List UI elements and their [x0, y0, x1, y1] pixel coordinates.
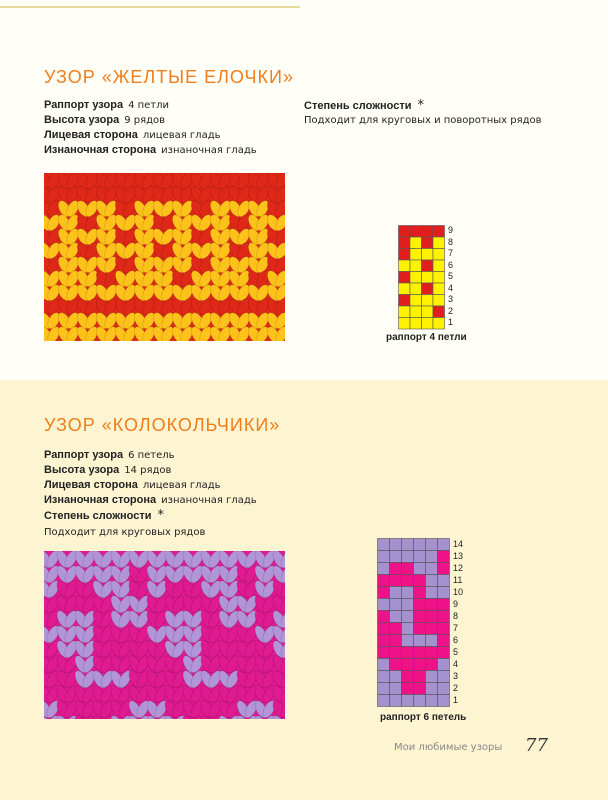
chart-cell — [438, 635, 450, 647]
chart-caption: раппорт 4 петли — [386, 332, 467, 343]
chart-cell — [378, 599, 390, 611]
row-number: 6 — [453, 634, 459, 645]
chart-cell — [414, 671, 426, 683]
chart-cell — [402, 695, 414, 707]
row-number: 14 — [453, 538, 464, 549]
chart-cell — [390, 599, 402, 611]
row-number: 7 — [453, 622, 459, 633]
row-number: 10 — [453, 586, 464, 597]
chart-cell — [390, 563, 402, 575]
chart-cell — [438, 623, 450, 635]
chart-cell — [378, 683, 390, 695]
chart-cell — [433, 295, 445, 307]
chart-cell — [390, 647, 402, 659]
chart-cell — [402, 635, 414, 647]
chart-cell — [438, 695, 450, 707]
chart-cell — [414, 635, 426, 647]
star-icon: * — [417, 98, 424, 113]
chart-cell — [399, 318, 411, 330]
chart-cell — [378, 539, 390, 551]
row-number: 3 — [448, 294, 454, 305]
chart-cell — [414, 647, 426, 659]
row-number: 5 — [453, 646, 459, 657]
row-number: 12 — [453, 562, 464, 573]
chart-cell — [402, 551, 414, 563]
chart-cell — [438, 611, 450, 623]
chart-cell — [414, 659, 426, 671]
chart-cell — [422, 306, 434, 318]
chart-cell — [402, 671, 414, 683]
row-number: 2 — [453, 682, 459, 693]
pattern-specs: Раппорт узора 4 петли Высота узора 9 рядов Лицевая сторона лицевая гладь Изнаночная сторона изнаночная гладь — [44, 99, 257, 156]
chart-cell — [438, 659, 450, 671]
chart-cell — [426, 623, 438, 635]
row-number: 13 — [453, 550, 464, 561]
chart-cell — [378, 587, 390, 599]
star-icon: * — [157, 508, 164, 523]
chart-cell — [438, 551, 450, 563]
suitable-note: Подходит для круговых рядов — [44, 527, 206, 538]
chart-cell — [402, 647, 414, 659]
chart-cell — [426, 695, 438, 707]
chart-cell — [438, 539, 450, 551]
chart-cell — [426, 635, 438, 647]
chart-cell — [390, 575, 402, 587]
chart-cell — [399, 272, 411, 284]
row-number: 9 — [453, 598, 459, 609]
row-number: 6 — [448, 259, 454, 270]
chart-cell — [426, 671, 438, 683]
pattern-specs: Раппорт узора 6 петель Высота узора 14 рядов Лицевая сторона лицевая гладь Изнаночная сторона изнаночная гладь Степень сложности * Подходит для круговых рядов — [44, 449, 257, 538]
chart-cell — [414, 623, 426, 635]
chart-cell — [422, 272, 434, 284]
chart-cell — [410, 249, 422, 261]
chart-cell — [426, 551, 438, 563]
row-number: 7 — [448, 248, 454, 259]
chart-cell — [414, 563, 426, 575]
suitable-note: Подходит для круговых и поворотных рядов — [304, 115, 542, 126]
chart-cell — [402, 623, 414, 635]
chart-cell — [422, 237, 434, 249]
difficulty: Степень сложности * — [304, 98, 424, 113]
knit-swatch-photo — [44, 551, 285, 719]
chart-cell — [399, 249, 411, 261]
chart-cell — [378, 671, 390, 683]
chart-cell — [378, 575, 390, 587]
chart-cell — [410, 306, 422, 318]
chart-cell — [390, 623, 402, 635]
chart-cell — [433, 226, 445, 238]
chart-cell — [402, 563, 414, 575]
chart-cell — [422, 260, 434, 272]
chart-cell — [414, 683, 426, 695]
chart-cell — [410, 260, 422, 272]
chart-cell — [399, 283, 411, 295]
chart-cell — [433, 249, 445, 261]
chart-cell — [438, 575, 450, 587]
chart-cell — [438, 563, 450, 575]
chart-cell — [402, 611, 414, 623]
chart-grid — [398, 225, 445, 330]
chart-cell — [402, 599, 414, 611]
chart-cell — [390, 659, 402, 671]
chart-cell — [378, 635, 390, 647]
chart-cell — [402, 659, 414, 671]
chart-cell — [378, 647, 390, 659]
knit-swatch-photo — [44, 173, 285, 341]
chart-cell — [414, 611, 426, 623]
chart-cell — [410, 295, 422, 307]
chart-cell — [422, 295, 434, 307]
chart-cell — [414, 599, 426, 611]
chart-cell — [438, 587, 450, 599]
chart-cell — [426, 539, 438, 551]
chart-cell — [390, 587, 402, 599]
chart-cell — [433, 272, 445, 284]
chart-cell — [410, 237, 422, 249]
chart-cell — [390, 671, 402, 683]
chart-cell — [438, 599, 450, 611]
pattern-title: УЗОР «ЖЕЛТЫЕ ЕЛОЧКИ» — [44, 67, 294, 87]
chart-cell — [422, 283, 434, 295]
chart-cell — [426, 575, 438, 587]
chart-cell — [414, 587, 426, 599]
chart-cell — [422, 249, 434, 261]
chart-cell — [426, 683, 438, 695]
chart-cell — [426, 659, 438, 671]
row-number: 2 — [448, 305, 454, 316]
chart-cell — [426, 647, 438, 659]
chart-cell — [426, 587, 438, 599]
row-number: 8 — [453, 610, 459, 621]
chart-cell — [402, 587, 414, 599]
chart-cell — [390, 611, 402, 623]
chart-cell — [402, 683, 414, 695]
row-number: 4 — [448, 282, 454, 293]
chart-cell — [399, 226, 411, 238]
row-number: 1 — [448, 317, 454, 328]
chart-cell — [378, 659, 390, 671]
book-title: Мои любимые узоры — [394, 742, 503, 753]
chart-cell — [399, 237, 411, 249]
chart-cell — [438, 683, 450, 695]
chart-cell — [438, 671, 450, 683]
chart-cell — [410, 318, 422, 330]
chart-cell — [426, 611, 438, 623]
row-number: 9 — [448, 225, 454, 236]
chart-cell — [414, 695, 426, 707]
row-number: 4 — [453, 658, 459, 669]
chart-cell — [438, 647, 450, 659]
chart-cell — [422, 318, 434, 330]
top-rule — [0, 6, 300, 8]
chart-cell — [378, 623, 390, 635]
chart-cell — [426, 599, 438, 611]
row-number: 11 — [453, 574, 463, 585]
chart-cell — [378, 551, 390, 563]
row-number: 5 — [448, 271, 454, 282]
chart-cell — [402, 575, 414, 587]
chart-cell — [399, 295, 411, 307]
page-number: 77 — [525, 735, 548, 756]
chart-cell — [433, 318, 445, 330]
chart-cell — [422, 226, 434, 238]
chart-cell — [402, 539, 414, 551]
chart-cell — [410, 226, 422, 238]
chart-cell — [433, 237, 445, 249]
row-number: 1 — [453, 694, 459, 705]
chart-cell — [378, 563, 390, 575]
chart-caption: раппорт 6 петель — [380, 712, 467, 723]
chart-cell — [414, 539, 426, 551]
chart-cell — [410, 283, 422, 295]
chart-cell — [414, 575, 426, 587]
chart-cell — [378, 611, 390, 623]
chart-cell — [390, 635, 402, 647]
chart-cell — [414, 551, 426, 563]
chart-cell — [390, 539, 402, 551]
chart-cell — [399, 260, 411, 272]
chart-cell — [399, 306, 411, 318]
chart-cell — [390, 683, 402, 695]
row-number: 3 — [453, 670, 459, 681]
chart-grid — [377, 538, 450, 707]
chart-cell — [433, 260, 445, 272]
chart-cell — [433, 306, 445, 318]
chart-cell — [390, 551, 402, 563]
chart-cell — [410, 272, 422, 284]
row-number: 8 — [448, 236, 454, 247]
chart-cell — [390, 695, 402, 707]
chart-cell — [426, 563, 438, 575]
chart-cell — [378, 695, 390, 707]
chart-cell — [433, 283, 445, 295]
pattern-title: УЗОР «КОЛОКОЛЬЧИКИ» — [44, 415, 281, 435]
